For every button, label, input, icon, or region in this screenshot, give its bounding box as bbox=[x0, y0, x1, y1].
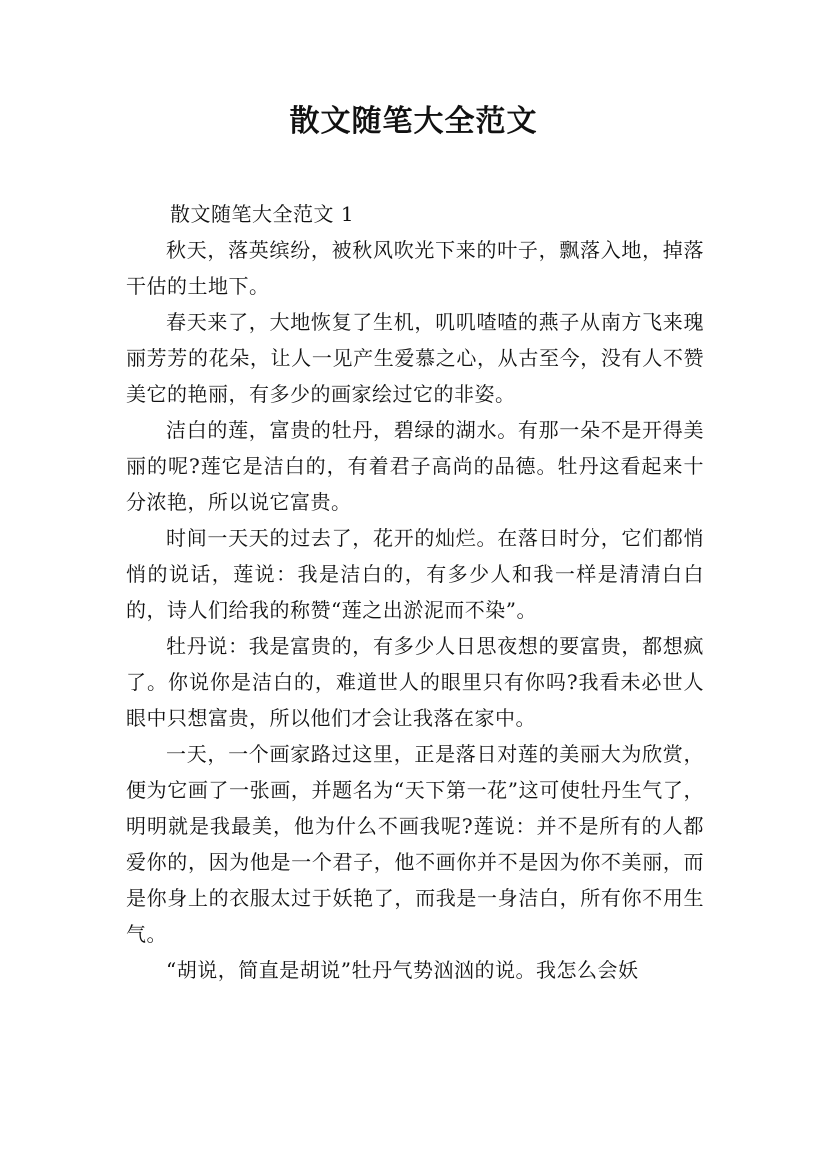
section-subheading: 散文随笔大全范文 1 bbox=[170, 202, 355, 226]
paragraph-4: 时间一天天的过去了，花开的灿烂。在落日时分，它们都悄悄的说话，莲说：我是洁白的，有多少人和我一样是清清白白的，诗人们给我的称赞“莲之出淤泥而不染”。 bbox=[126, 526, 704, 622]
paragraph-7: “胡说，简直是胡说”牡丹气势汹汹的说。我怎么会妖 bbox=[166, 958, 639, 982]
paragraph-6: 一天，一个画家路过这里，正是落日对莲的美丽大为欣赏，便为它画了一张画，并题名为“天下第一花”这可使牡丹生气了，明明就是我最美，他为什么不画我呢?莲说：并不是所有的人都爱你的，因为他是一个君子，他不画你并不是因为你不美丽，而是你身上的衣服太过于妖艳了，而我是一身洁白，所有你不用生气。 bbox=[126, 742, 704, 946]
paragraph-2: 春天来了，大地恢复了生机，叽叽喳喳的燕子从南方飞来瑰丽芳芳的花朵，让人一见产生爱慕之心，从古至今，没有人不赞美它的艳丽，有多少的画家绘过它的非姿。 bbox=[126, 310, 704, 406]
document-title: 散文随笔大全范文 bbox=[289, 104, 538, 139]
paragraph-5: 牡丹说：我是富贵的，有多少人日思夜想的要富贵，都想疯了。你说你是洁白的，难道世人的眼里只有你吗?我看未必世人眼中只想富贵，所以他们才会让我落在家中。 bbox=[126, 634, 704, 730]
paragraph-3: 洁白的莲，富贵的牡丹，碧绿的湖水。有那一朵不是开得美丽的呢?莲它是洁白的，有着君子高尚的品德。牡丹这看起来十分浓艳，所以说它富贵。 bbox=[126, 418, 704, 514]
document-body bbox=[126, 196, 704, 988]
paragraph-1: 秋天，落英缤纷，被秋风吹光下来的叶子，飘落入地，掉落干估的土地下。 bbox=[126, 238, 704, 298]
